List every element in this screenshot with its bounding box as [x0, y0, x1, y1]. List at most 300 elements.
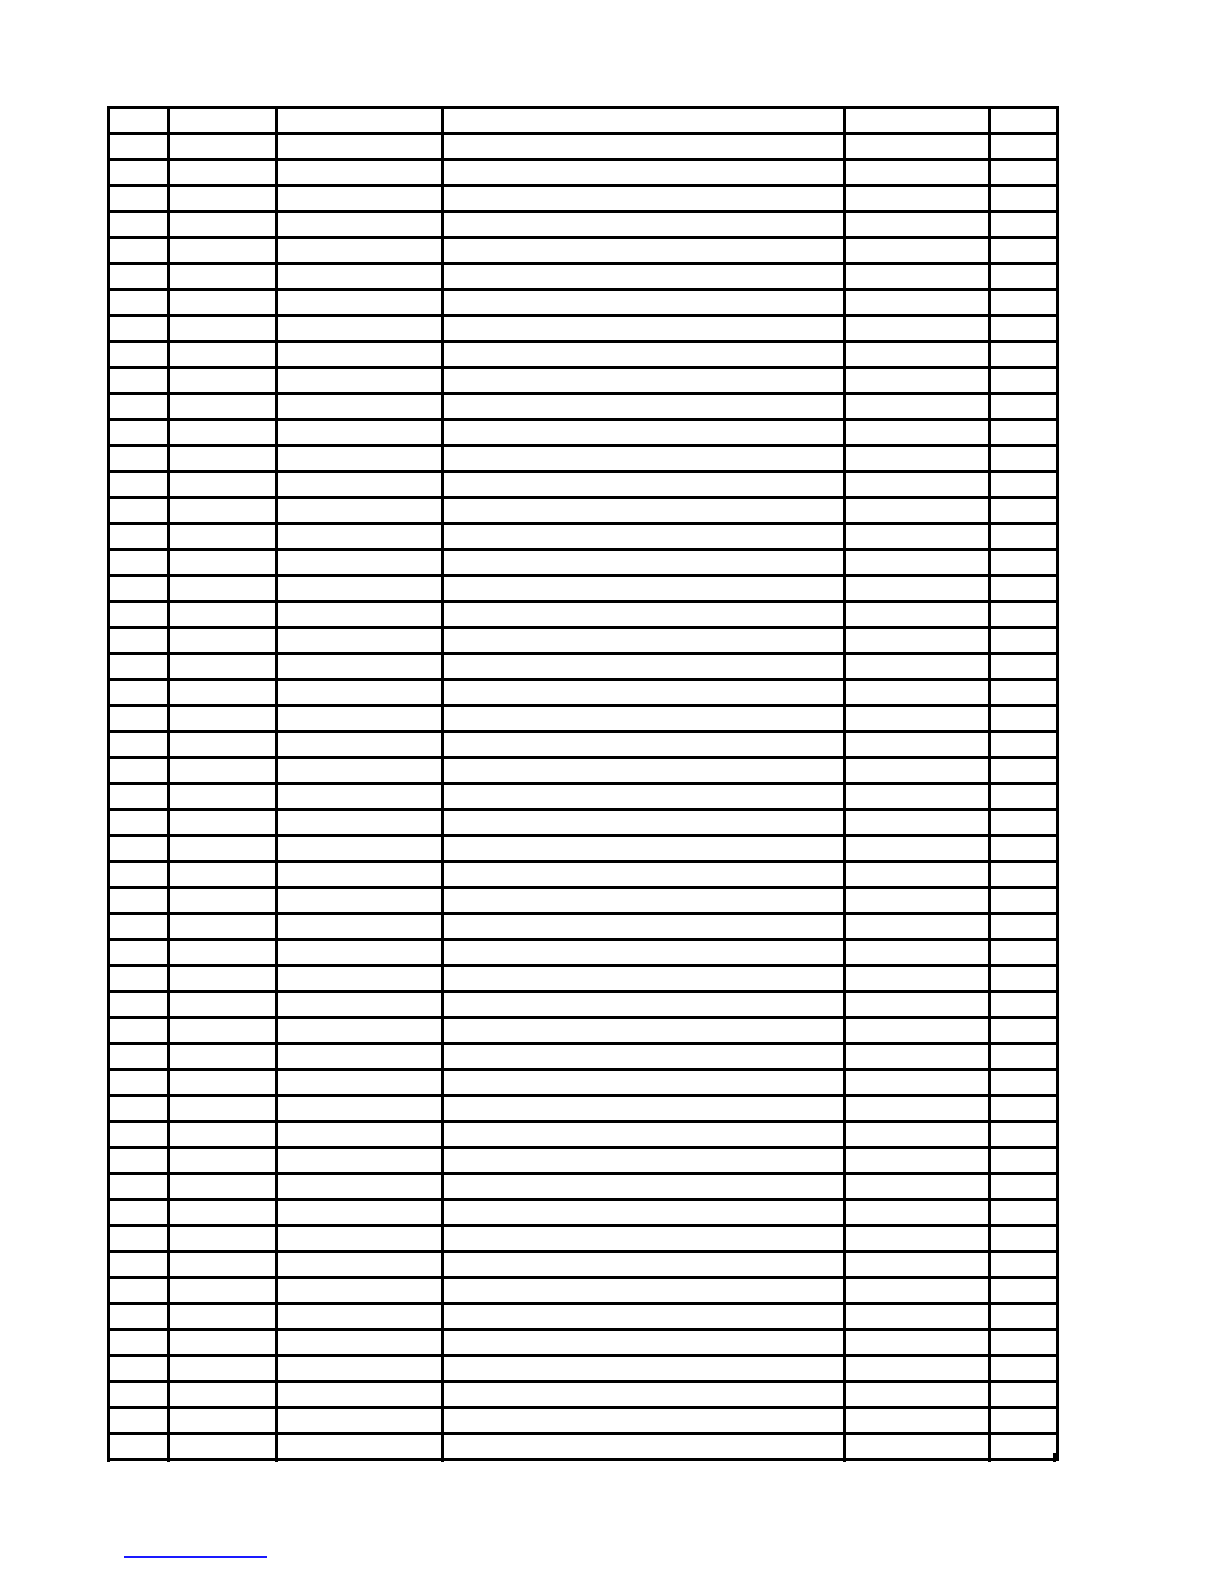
table-cell [845, 966, 990, 992]
table-cell [990, 758, 1058, 784]
table-cell [990, 862, 1058, 888]
table-row [109, 680, 1058, 706]
table-cell [845, 1226, 990, 1252]
table-cell [443, 810, 845, 836]
table-cell [169, 160, 277, 186]
table-cell [109, 914, 169, 940]
table-cell [990, 368, 1058, 394]
table-cell [277, 134, 443, 160]
table-cell [277, 680, 443, 706]
table-cell [990, 940, 1058, 966]
table-cell [277, 1200, 443, 1226]
table-cell [109, 706, 169, 732]
table-cell [443, 108, 845, 134]
table-cell [443, 1070, 845, 1096]
table-row [109, 1122, 1058, 1148]
table-cell [990, 576, 1058, 602]
table-cell [109, 186, 169, 212]
table-cell [845, 706, 990, 732]
table-cell [990, 1148, 1058, 1174]
table-cell [169, 576, 277, 602]
table-cell [277, 654, 443, 680]
table-cell [845, 1252, 990, 1278]
table-cell [990, 1304, 1058, 1330]
table-cell [443, 732, 845, 758]
table-cell [845, 1122, 990, 1148]
table-cell [845, 628, 990, 654]
table-cell [990, 1252, 1058, 1278]
table-cell [169, 342, 277, 368]
table-cell [169, 108, 277, 134]
table-cell [109, 160, 169, 186]
table-cell [277, 264, 443, 290]
table-cell [169, 680, 277, 706]
table-cell [109, 524, 169, 550]
table-row [109, 134, 1058, 160]
table-row [109, 1226, 1058, 1252]
table-row [109, 992, 1058, 1018]
table-cell [443, 1018, 845, 1044]
table-cell [169, 368, 277, 394]
table-cell [169, 784, 277, 810]
table-cell [109, 602, 169, 628]
table-cell [277, 576, 443, 602]
table-row [109, 1408, 1058, 1434]
table-cell [845, 238, 990, 264]
table-cell [845, 186, 990, 212]
table-cell [277, 940, 443, 966]
table-cell [169, 1096, 277, 1122]
table-cell [443, 758, 845, 784]
table-cell [990, 472, 1058, 498]
table-cell [277, 550, 443, 576]
table-row [109, 836, 1058, 862]
table-row [109, 1382, 1058, 1408]
table-cell [845, 160, 990, 186]
table-row [109, 1330, 1058, 1356]
table-cell [277, 602, 443, 628]
table-cell [845, 654, 990, 680]
table-row [109, 966, 1058, 992]
table-cell [443, 134, 845, 160]
table-cell [845, 290, 990, 316]
table-cell [990, 654, 1058, 680]
table-cell [169, 1018, 277, 1044]
table-cell [443, 394, 845, 420]
table-cell [169, 1200, 277, 1226]
table-cell [169, 654, 277, 680]
table-cell [109, 1200, 169, 1226]
table-cell [169, 758, 277, 784]
table-cell [277, 290, 443, 316]
table-cell [443, 290, 845, 316]
table-row [109, 1070, 1058, 1096]
table-cell [169, 992, 277, 1018]
table-cell [845, 576, 990, 602]
table-cell [277, 1356, 443, 1382]
table-cell [845, 134, 990, 160]
table-cell [443, 706, 845, 732]
table-cell [277, 1278, 443, 1304]
table-cell [277, 368, 443, 394]
table-cell [277, 992, 443, 1018]
table-cell [109, 238, 169, 264]
table-cell [277, 1252, 443, 1278]
table-cell [109, 628, 169, 654]
table-row [109, 784, 1058, 810]
table-cell [443, 238, 845, 264]
table-cell [169, 446, 277, 472]
table-cell [169, 1148, 277, 1174]
table-row [109, 914, 1058, 940]
table-cell [845, 1356, 990, 1382]
table-cell [109, 264, 169, 290]
table-row [109, 810, 1058, 836]
table-row [109, 706, 1058, 732]
table-cell [109, 810, 169, 836]
table-cell [443, 1408, 845, 1434]
table-cell [277, 1226, 443, 1252]
table-cell [169, 186, 277, 212]
table-cell [277, 1148, 443, 1174]
table-cell [990, 394, 1058, 420]
table-cell [443, 836, 845, 862]
table-row [109, 602, 1058, 628]
table-cell [443, 186, 845, 212]
table-cell [169, 1382, 277, 1408]
footer-link-underline[interactable] [124, 1556, 267, 1558]
table-row [109, 160, 1058, 186]
table-cell [169, 862, 277, 888]
table-cell [109, 888, 169, 914]
table-cell [109, 992, 169, 1018]
table-cell [443, 212, 845, 238]
table-cell [443, 1304, 845, 1330]
table-cell [109, 368, 169, 394]
table-row [109, 394, 1058, 420]
table-cell [990, 784, 1058, 810]
table-cell [109, 1304, 169, 1330]
column-line-stub [843, 1453, 846, 1462]
table-cell [169, 264, 277, 290]
table-cell [990, 316, 1058, 342]
table-cell [109, 576, 169, 602]
table-row [109, 758, 1058, 784]
table-cell [443, 1278, 845, 1304]
table-cell [277, 732, 443, 758]
table-cell [990, 680, 1058, 706]
column-line-stub [988, 1453, 991, 1462]
table-row [109, 264, 1058, 290]
table-row [109, 186, 1058, 212]
table-cell [169, 706, 277, 732]
table-cell [109, 420, 169, 446]
table-cell [109, 784, 169, 810]
table-cell [990, 342, 1058, 368]
table-cell [109, 1226, 169, 1252]
table-cell [109, 758, 169, 784]
table-cell [845, 862, 990, 888]
table-cell [169, 212, 277, 238]
table-cell [277, 472, 443, 498]
table-cell [169, 1356, 277, 1382]
table-row [109, 368, 1058, 394]
table-cell [109, 134, 169, 160]
table-cell [109, 940, 169, 966]
table-row [109, 1278, 1058, 1304]
table-cell [443, 602, 845, 628]
table-cell [845, 264, 990, 290]
table-cell [277, 342, 443, 368]
table-cell [109, 1070, 169, 1096]
table-cell [845, 914, 990, 940]
table-cell [169, 1408, 277, 1434]
table-cell [109, 290, 169, 316]
table-cell [845, 1096, 990, 1122]
column-line-stub [167, 1453, 170, 1462]
table-cell [845, 732, 990, 758]
table-cell [845, 316, 990, 342]
table-cell [277, 1408, 443, 1434]
table-cell [443, 680, 845, 706]
table-cell [990, 290, 1058, 316]
table-cell [169, 1070, 277, 1096]
table-cell [443, 498, 845, 524]
table-cell [845, 1200, 990, 1226]
table-cell [845, 1382, 990, 1408]
table-cell [845, 420, 990, 446]
table-cell [277, 836, 443, 862]
table-cell [443, 1226, 845, 1252]
table-cell [845, 498, 990, 524]
table-cell [990, 888, 1058, 914]
table-row [109, 1252, 1058, 1278]
table-cell [169, 316, 277, 342]
table-cell [845, 1278, 990, 1304]
table-cell [845, 1044, 990, 1070]
table-row [109, 1018, 1058, 1044]
table-cell [990, 1096, 1058, 1122]
table-cell [990, 1070, 1058, 1096]
table-row [109, 654, 1058, 680]
table-row [109, 1148, 1058, 1174]
table-cell [845, 758, 990, 784]
table-cell [109, 472, 169, 498]
column-line-stub [441, 1453, 444, 1462]
table-row [109, 420, 1058, 446]
table-cell [109, 1330, 169, 1356]
table-cell [169, 1252, 277, 1278]
table-row [109, 316, 1058, 342]
table-cell [845, 680, 990, 706]
grid-body [109, 108, 1058, 1460]
table-cell [990, 1226, 1058, 1252]
table-cell [845, 836, 990, 862]
table-cell [845, 992, 990, 1018]
table-cell [990, 1174, 1058, 1200]
table-cell [109, 1044, 169, 1070]
table-cell [109, 1018, 169, 1044]
table-cell [169, 628, 277, 654]
table-cell [169, 966, 277, 992]
table-cell [169, 602, 277, 628]
table-cell [845, 1018, 990, 1044]
table-cell [277, 186, 443, 212]
table-cell [990, 836, 1058, 862]
table-cell [990, 550, 1058, 576]
table-cell [845, 888, 990, 914]
table-cell [277, 966, 443, 992]
table-cell [443, 576, 845, 602]
table-cell [109, 316, 169, 342]
table-cell [109, 732, 169, 758]
table-cell [277, 758, 443, 784]
table-cell [277, 1096, 443, 1122]
table-cell [443, 654, 845, 680]
table-row [109, 550, 1058, 576]
table-row [109, 1044, 1058, 1070]
table-cell [109, 108, 169, 134]
table-row [109, 472, 1058, 498]
table-cell [277, 862, 443, 888]
table-cell [277, 628, 443, 654]
table-cell [443, 160, 845, 186]
table-cell [443, 914, 845, 940]
table-cell [169, 1122, 277, 1148]
table-cell [109, 1252, 169, 1278]
table-cell [169, 420, 277, 446]
table-cell [990, 186, 1058, 212]
table-cell [443, 368, 845, 394]
table-row [109, 732, 1058, 758]
table-cell [845, 368, 990, 394]
table-cell [845, 446, 990, 472]
table-cell [277, 420, 443, 446]
table-cell [169, 290, 277, 316]
table-cell [990, 498, 1058, 524]
table-cell [169, 498, 277, 524]
table-cell [277, 1304, 443, 1330]
table-cell [109, 836, 169, 862]
table-cell [990, 602, 1058, 628]
table-row [109, 108, 1058, 134]
table-cell [169, 914, 277, 940]
table-cell [109, 1122, 169, 1148]
table-row [109, 1174, 1058, 1200]
table-cell [443, 1096, 845, 1122]
table-cell [845, 810, 990, 836]
table-row [109, 342, 1058, 368]
table-cell [990, 732, 1058, 758]
table-cell [990, 1408, 1058, 1434]
table-cell [990, 1278, 1058, 1304]
table-cell [845, 108, 990, 134]
table-cell [109, 498, 169, 524]
table-cell [443, 1200, 845, 1226]
table-cell [277, 160, 443, 186]
table-cell [443, 628, 845, 654]
table-cell [990, 108, 1058, 134]
table-cell [990, 1018, 1058, 1044]
table-cell [845, 1174, 990, 1200]
table-cell [277, 1330, 443, 1356]
table-row [109, 1356, 1058, 1382]
table-cell [990, 706, 1058, 732]
table-cell [990, 212, 1058, 238]
table-cell [990, 1382, 1058, 1408]
table-cell [169, 836, 277, 862]
table-cell [990, 524, 1058, 550]
table-cell [277, 524, 443, 550]
table-cell [990, 810, 1058, 836]
table-cell [109, 1408, 169, 1434]
table-row [109, 1200, 1058, 1226]
table-cell [845, 784, 990, 810]
table-cell [277, 914, 443, 940]
table-cell [443, 420, 845, 446]
table-cell [443, 1382, 845, 1408]
table-cell [277, 888, 443, 914]
table-cell [169, 1044, 277, 1070]
table-row [109, 446, 1058, 472]
table-cell [990, 1330, 1058, 1356]
table-cell [169, 940, 277, 966]
table-cell [109, 1096, 169, 1122]
table-cell [443, 1330, 845, 1356]
table-cell [845, 1070, 990, 1096]
table-cell [443, 1148, 845, 1174]
table-cell [109, 394, 169, 420]
table-cell [277, 810, 443, 836]
table-cell [169, 1304, 277, 1330]
table-cell [277, 1122, 443, 1148]
table-cell [277, 706, 443, 732]
table-cell [109, 966, 169, 992]
table-cell [443, 992, 845, 1018]
table-row [109, 524, 1058, 550]
table-cell [277, 238, 443, 264]
table-cell [990, 1200, 1058, 1226]
table-cell [990, 420, 1058, 446]
table-cell [845, 342, 990, 368]
table-cell [845, 1330, 990, 1356]
table-cell [845, 472, 990, 498]
table-cell [109, 1278, 169, 1304]
table-cell [169, 524, 277, 550]
table-cell [443, 862, 845, 888]
table-cell [169, 888, 277, 914]
table-cell [277, 784, 443, 810]
table-cell [990, 914, 1058, 940]
table-cell [109, 1174, 169, 1200]
table-row [109, 576, 1058, 602]
table-cell [443, 1174, 845, 1200]
table-cell [277, 1174, 443, 1200]
table-cell [277, 446, 443, 472]
table-row [109, 888, 1058, 914]
table-cell [109, 1148, 169, 1174]
column-line-stub [275, 1453, 278, 1462]
table-cell [990, 1356, 1058, 1382]
table-cell [845, 1304, 990, 1330]
table-row [109, 940, 1058, 966]
table-cell [443, 472, 845, 498]
table-cell [990, 238, 1058, 264]
table-cell [169, 732, 277, 758]
table-cell [845, 602, 990, 628]
table-cell [845, 524, 990, 550]
table-cell [169, 394, 277, 420]
